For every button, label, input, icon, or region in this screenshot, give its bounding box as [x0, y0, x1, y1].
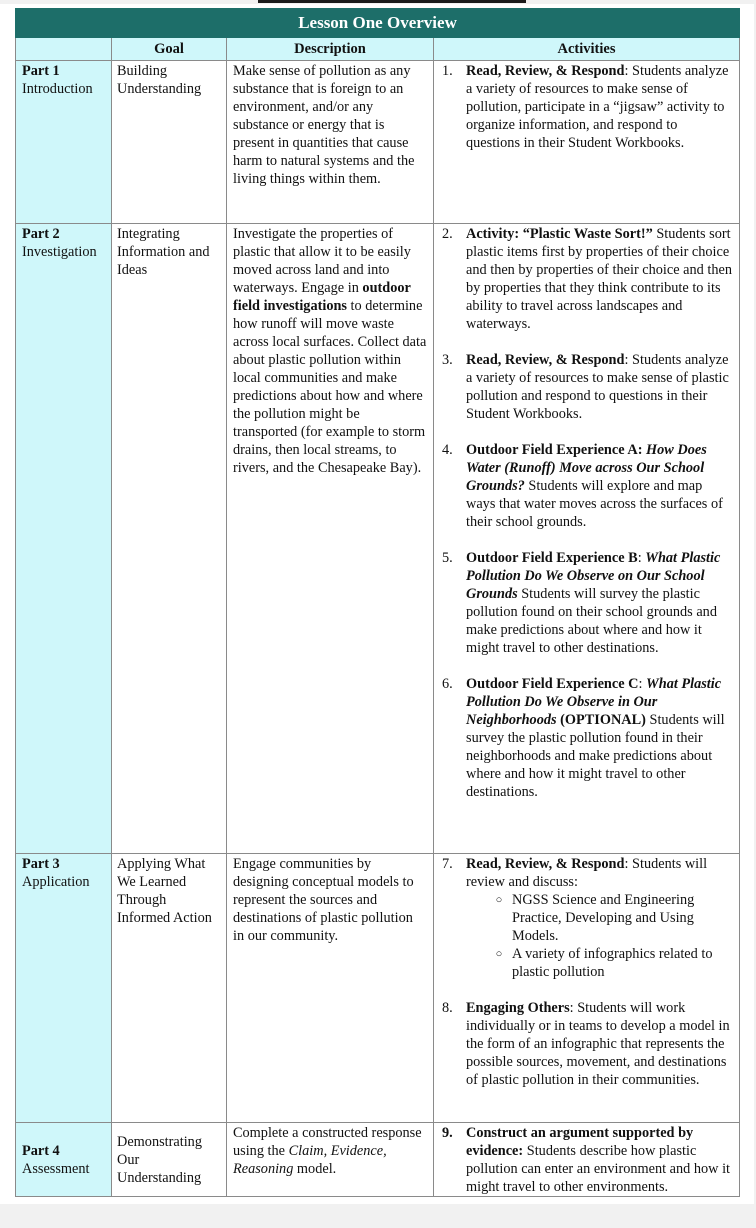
part-cell	[16, 854, 112, 1123]
activity-number: 2.	[442, 226, 453, 242]
bullet-text: NGSS Science and Engineering Practice, Developing and Using Models.	[512, 892, 695, 944]
description-text: to determine how runoff will move waste across local surfaces. Collect data about plastic pollution within local communities and make predictions about how and where the pollution might be transported (for example to storm drains, then local streams, to rivers, and the Chesapeake Bay).	[233, 298, 427, 476]
bullet-text: A variety of infographics related to plastic pollution	[512, 946, 713, 980]
table-row	[16, 1123, 740, 1197]
activity-text: Students will survey the plastic pollution found in their neighborhoods and make predictions about where and how it might travel to other destinations.	[466, 712, 725, 800]
activities-cell	[434, 854, 740, 1123]
description-emphasis: outdoor field investigations	[233, 280, 411, 314]
activities-cell	[434, 1123, 740, 1197]
part-name: Introduction	[22, 81, 93, 97]
activity-item	[440, 351, 733, 423]
activity-item	[440, 1124, 733, 1196]
activity-lead: Construct an argument supported by evidence:	[466, 1125, 694, 1159]
activities-cell	[434, 224, 740, 854]
activity-lead: Activity: “Plastic Waste Sort!”	[466, 226, 653, 242]
part-name: Assessment	[22, 1161, 90, 1177]
activity-number: 6.	[442, 676, 453, 692]
activity-lead: Engaging Others	[466, 1000, 570, 1016]
description-text: Investigate the properties of plastic that allow it to be easily moved across land and into waterways. Engage in	[233, 226, 411, 296]
part-label: Part 4	[22, 1143, 60, 1159]
lesson-overview-table	[15, 8, 740, 1197]
description-text: model.	[293, 1161, 337, 1177]
goal-cell: Building Understanding	[112, 61, 227, 224]
goal-cell: Applying What We Learned Through Informed Action	[112, 854, 227, 1123]
activity-text: : Students analyze a variety of resources to make sense of plastic pollution and respond to questions in their Student Workbooks.	[466, 352, 729, 422]
activity-italic-title: What Plastic Pollution Do We Observe in Our Neighborhoods	[466, 676, 722, 728]
activity-item	[440, 999, 733, 1089]
part-name: Application	[22, 874, 90, 890]
activity-lead: Read, Review, & Respond	[466, 63, 625, 79]
part-cell	[16, 61, 112, 224]
activity-text: Students sort plastic items first by properties of their choice and then by properties of their choice and then by properties that they think contribute to its ability to travel across landscapes and waterways.	[466, 226, 732, 332]
goal-cell: Demonstrating Our Understanding	[112, 1123, 227, 1197]
part-cell	[16, 224, 112, 854]
activity-number: 4.	[442, 442, 453, 458]
bullet-circle-icon: ○	[495, 894, 503, 906]
activity-item	[440, 62, 733, 152]
activity-number: 9.	[442, 1125, 453, 1141]
description-text: Complete a constructed response using the	[233, 1125, 422, 1159]
activity-item	[440, 225, 733, 333]
activity-lead: Outdoor Field Experience A:	[466, 442, 647, 458]
activity-italic-title: How Does Water (Runoff) Move across Our School Grounds?	[466, 442, 707, 494]
activity-item	[440, 675, 733, 801]
header-part	[16, 38, 112, 61]
part-label: Part 2	[22, 226, 60, 242]
activity-text: Students will survey the plastic pollution found on their school grounds and make predictions about where and how it might travel to other destinations.	[466, 586, 717, 656]
table-title: Lesson One Overview	[16, 9, 740, 38]
header-activities: Activities	[434, 38, 740, 61]
activity-colon: :	[637, 550, 646, 566]
activity-text: : Students analyze a variety of resources to make sense of pollution, participate in a “jigsaw” activity to organize information, and respond to questions in their Student Workbooks.	[466, 63, 729, 151]
activity-text: Students will explore and map ways that water moves across the surfaces of their school grounds.	[466, 478, 723, 530]
activity-lead: Read, Review, & Respond	[466, 352, 625, 368]
table-row	[16, 854, 740, 1123]
part-cell	[16, 1123, 112, 1197]
activity-item	[440, 855, 733, 981]
activity-number: 1.	[442, 63, 453, 79]
activity-italic-title: What Plastic Pollution Do We Observe on Our School Grounds	[466, 550, 721, 602]
activity-text: : Students will review and discuss:	[466, 856, 708, 890]
goal-cell: Integrating Information and Ideas	[112, 224, 227, 854]
description-cell	[227, 1123, 434, 1197]
activity-item	[440, 549, 733, 657]
table-row	[16, 224, 740, 854]
description-cell: Engage communities by designing conceptual models to represent the sources and destinations of plastic pollution in our community.	[227, 854, 434, 1123]
header-description: Description	[227, 38, 434, 61]
top-edge-bar	[258, 0, 526, 3]
description-cell	[227, 224, 434, 854]
description-emphasis: Claim, Evidence, Reasoning	[233, 1143, 387, 1177]
description-cell: Make sense of pollution as any substance that is foreign to an environment, and/or any substance or energy that is present in quantities that cause harm to natural systems and the living things within them.	[227, 61, 434, 224]
document-page	[0, 4, 754, 1204]
activity-item	[440, 441, 733, 531]
bullet-circle-icon: ○	[495, 948, 503, 960]
activity-number: 5.	[442, 550, 453, 566]
list-item	[486, 945, 733, 981]
table-row	[16, 61, 740, 224]
activity-text: : Students will work individually or in teams to develop a model in the form of an infographic that represents the possible sources, movement, and destinations of plastic pollution in their communities.	[466, 1000, 730, 1088]
activity-lead: Outdoor Field Experience C	[466, 676, 639, 692]
activity-optional-tag: (OPTIONAL)	[556, 712, 646, 728]
list-item	[486, 891, 733, 945]
part-label: Part 3	[22, 856, 60, 872]
header-goal: Goal	[112, 38, 227, 61]
activity-colon: :	[638, 676, 647, 692]
activity-number: 7.	[442, 856, 453, 872]
activity-text: Students describe how plastic pollution can enter an environment and how it might travel to other environments.	[466, 1143, 731, 1195]
activity-number: 8.	[442, 1000, 453, 1016]
activity-lead: Outdoor Field Experience B	[466, 550, 638, 566]
part-name: Investigation	[22, 244, 97, 260]
activity-lead: Read, Review, & Respond	[466, 856, 625, 872]
activities-cell	[434, 61, 740, 224]
activity-number: 3.	[442, 352, 453, 368]
part-label: Part 1	[22, 63, 60, 79]
